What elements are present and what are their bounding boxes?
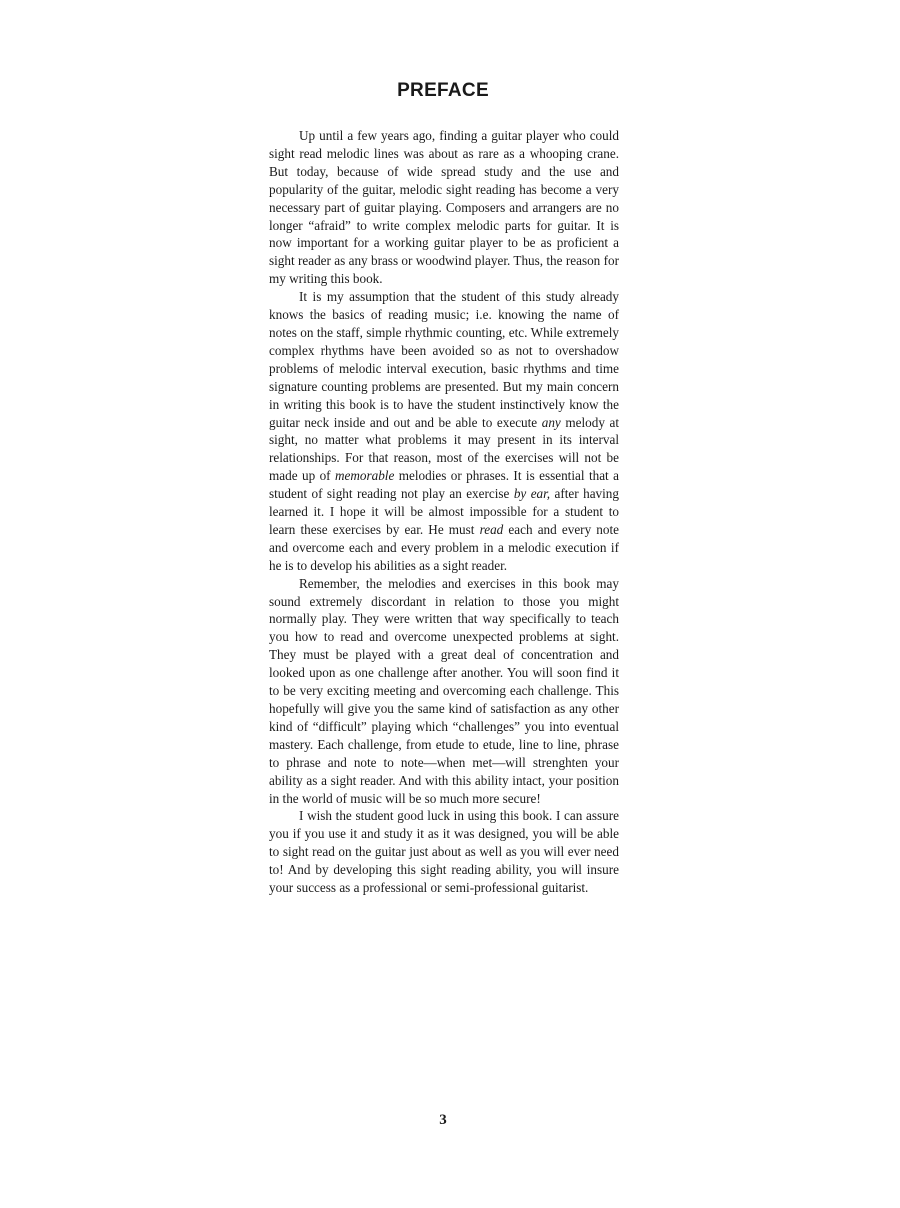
preface-body: [269, 127, 619, 897]
paragraph-3: Remember, the melodies and exercises in this book may sound extremely discordant in relation to those you might normally play. They were written that way specifically to teach you how to read and overcome unexpected problems at sight. They must be played with a great deal of concentration and looked upon as one challenge after another. You will soon find it to be very exciting meeting and overcoming each challenge. This hopefully will give you the same kind of satisfaction as any other kind of “difficult” playing which “challenges” you into eventual mastery. Each challenge, from etude to etude, line to line, phrase to phrase and note to note—when met—will strenghten your ability as a sight reader. And with this ability intact, your position in the world of music will be so much more secure!: [269, 575, 619, 806]
paragraph-1: Up until a few years ago, finding a guitar player who could sight read melodic lines was about as rare as a whooping crane. But today, because of wide spread study and the use and popularity of the guitar, melodic sight reading has become a very necessary part of guitar playing. Composers and arrangers are no longer “afraid” to write complex melodic parts for guitar. It is now important for a working guitar player to be as proficient a sight reader as any brass or woodwind player. Thus, the reason for my writing this book.: [269, 128, 619, 287]
paragraph-2-text-c: melodies or phrases. It is essential that a student of sight reading not play an exercise: [269, 468, 619, 502]
emphasis-any: any: [541, 414, 561, 430]
paragraph-2-text-b: melody at sight, no matter what problems it may present in its interval relationships. For that reason, most of the exercises will not be made up of: [269, 414, 619, 484]
page-number: 3: [439, 1112, 447, 1128]
paragraph-2-text-e: each and every note and overcome each and every problem in a melodic execution if he is to develop his abilities as a sight reader.: [269, 521, 619, 573]
emphasis-read: read: [479, 521, 504, 537]
emphasis-by-ear: by ear,: [513, 486, 551, 502]
paragraph-2-text-a: It is my assumption that the student of this study already knows the basics of reading music; i.e. knowing the name of notes on the staff, simple rhythmic counting, etc. While extremely complex rhythms have been avoided so as not to overshadow problems of melodic interval execution, basic rhythms and time signature counting problems are presented. But my main concern in writing this book is to have the student instinctively know the guitar neck inside and out and be able to execute: [269, 289, 619, 430]
emphasis-memorable: memorable: [334, 468, 395, 484]
paragraph-2: [269, 288, 619, 575]
page-title: PREFACE: [397, 80, 489, 101]
paragraph-4: I wish the student good luck in using this book. I can assure you if you use it and study it as it was designed, you will be able to sight read on the guitar just about as well as you will ever need to! And by developing this sight reading ability, you will insure your success as a professional or semi-professional guitarist.: [269, 808, 619, 896]
paragraph-2-text-d: after having learned it. I hope it will be almost impossible for a student to learn these exercises by ear. He must: [269, 486, 619, 537]
